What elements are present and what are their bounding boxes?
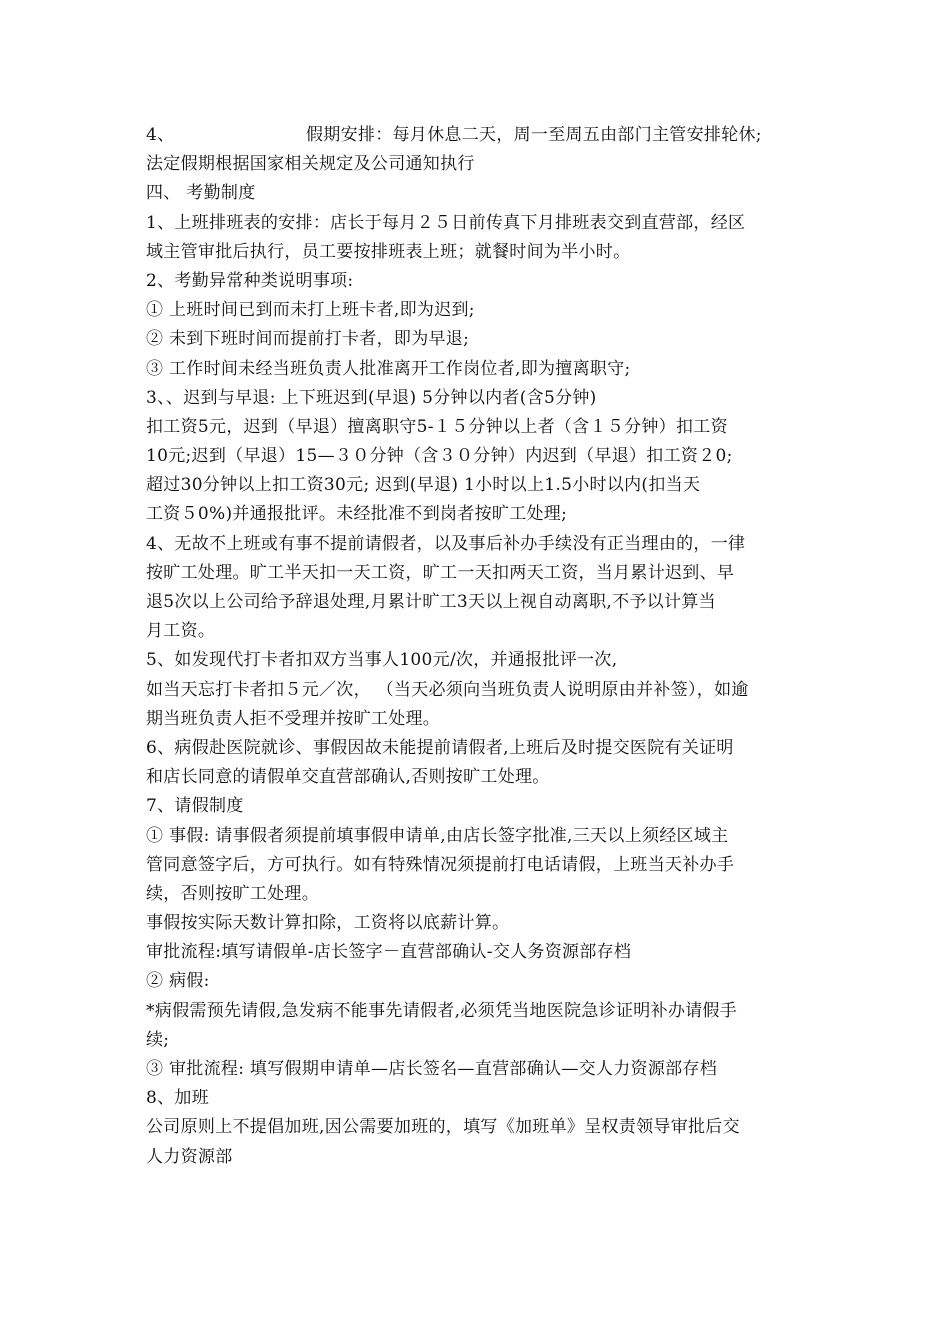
text-lines bbox=[146, 150, 826, 1172]
text-line: 1、上班排班表的安排：店长于每月２５日前传真下月排班表交到直营部，经区 bbox=[146, 212, 746, 233]
text-line: 按旷工处理。旷工半天扣一天工资，旷工一天扣两天工资，当月累计迟到、早 bbox=[146, 562, 735, 583]
item-number: 4、 bbox=[146, 125, 175, 145]
text-line: 事假按实际天数计算扣除，工资将以底薪计算。 bbox=[146, 913, 510, 934]
text-line: ③ 工作时间未经当班负责人批准离开工作岗位者,即为擅离职守; bbox=[146, 358, 631, 379]
text-line: ② 病假: bbox=[146, 971, 210, 992]
text-line: 8、加班 bbox=[146, 1088, 210, 1109]
document-body bbox=[146, 121, 826, 1172]
text-line: 2、考勤异常种类说明事项: bbox=[146, 270, 354, 291]
text-line: 退5次以上公司给予辞退处理,月累计旷工3天以上视自动离职,不予以计算当 bbox=[146, 592, 716, 612]
text-line-holiday bbox=[146, 121, 826, 150]
text-line: 超过30分钟以上扣工资30元; 迟到(早退) 1小时以上1.5小时以内(扣当天 bbox=[146, 475, 701, 496]
text-line: 续，否则按旷工处理。 bbox=[146, 883, 319, 904]
item-text: 假期安排：每月休息二天，周一至周五由部门主管安排轮休; bbox=[306, 125, 762, 145]
text-line: 如当天忘打卡者扣５元／次， （当天必须向当班负责人说明原由并补签），如逾 bbox=[146, 679, 749, 700]
text-line: 人力资源部 bbox=[146, 1146, 233, 1167]
text-line: 3、、迟到与早退: 上下班迟到(早退) 5分钟以内者(含5分钟) bbox=[146, 387, 597, 408]
text-line: 公司原则上不提倡加班,因公需要加班的，填写《加班单》呈权责领导审批后交 bbox=[146, 1117, 740, 1138]
text-line: ② 未到下班时间而提前打卡者，即为早退; bbox=[146, 329, 470, 350]
text-line: 域主管审批后执行，员工要按排班表上班；就餐时间为半小时。 bbox=[146, 241, 631, 262]
text-line: 扣工资5元，迟到（早退）擅离职守5-１５分钟以上者（含１５分钟）扣工资 bbox=[146, 416, 728, 437]
text-line: ③ 审批流程: 填写假期申请单—店长签名—直营部确认—交人力资源部存档 bbox=[146, 1059, 718, 1079]
text-line: 7、请假制度 bbox=[146, 796, 244, 817]
text-line: 4、无故不上班或有事不提前请假者，以及事后补办手续没有正当理由的，一律 bbox=[146, 533, 746, 554]
text-line: 月工资。 bbox=[146, 621, 216, 642]
text-line: 审批流程:填写请假单-店长签字－直营部确认-交人务资源部存档 bbox=[146, 942, 632, 963]
text-line: 6、病假赴医院就诊、事假因故未能提前请假者,上班后及时提交医院有关证明 bbox=[146, 737, 734, 758]
text-line: *病假需预先请假,急发病不能事先请假者,必须凭当地医院急诊证明补办请假手 bbox=[146, 1000, 738, 1021]
text-line: 管同意签字后，方可执行。如有特殊情况须提前打电话请假，上班当天补办手 bbox=[146, 854, 735, 875]
text-line: 5、如发现代打卡者扣双方当事人100元/次，并通报批评一次, bbox=[146, 650, 618, 671]
text-line: 工资５0%)并通报批评。未经批准不到岗者按旷工处理; bbox=[146, 504, 568, 525]
text-line: 和店长同意的请假单交直营部确认,否则按旷工处理。 bbox=[146, 767, 550, 788]
text-line: ① 上班时间已到而未打上班卡者,即为迟到; bbox=[146, 300, 475, 321]
text-line: 期当班负责人拒不受理并按旷工处理。 bbox=[146, 708, 441, 729]
text-line: ① 事假: 请事假者须提前填事假申请单,由店长签字批准,三天以上须经区域主 bbox=[146, 825, 729, 846]
text-line: 法定假期根据国家相关规定及公司通知执行 bbox=[146, 154, 475, 175]
text-line: 10元;迟到（早退）15—３０分钟（含３０分钟）内迟到（早退）扣工资２0; bbox=[146, 446, 733, 467]
text-line: 续; bbox=[146, 1029, 170, 1050]
text-line: 四、 考勤制度 bbox=[146, 183, 256, 204]
